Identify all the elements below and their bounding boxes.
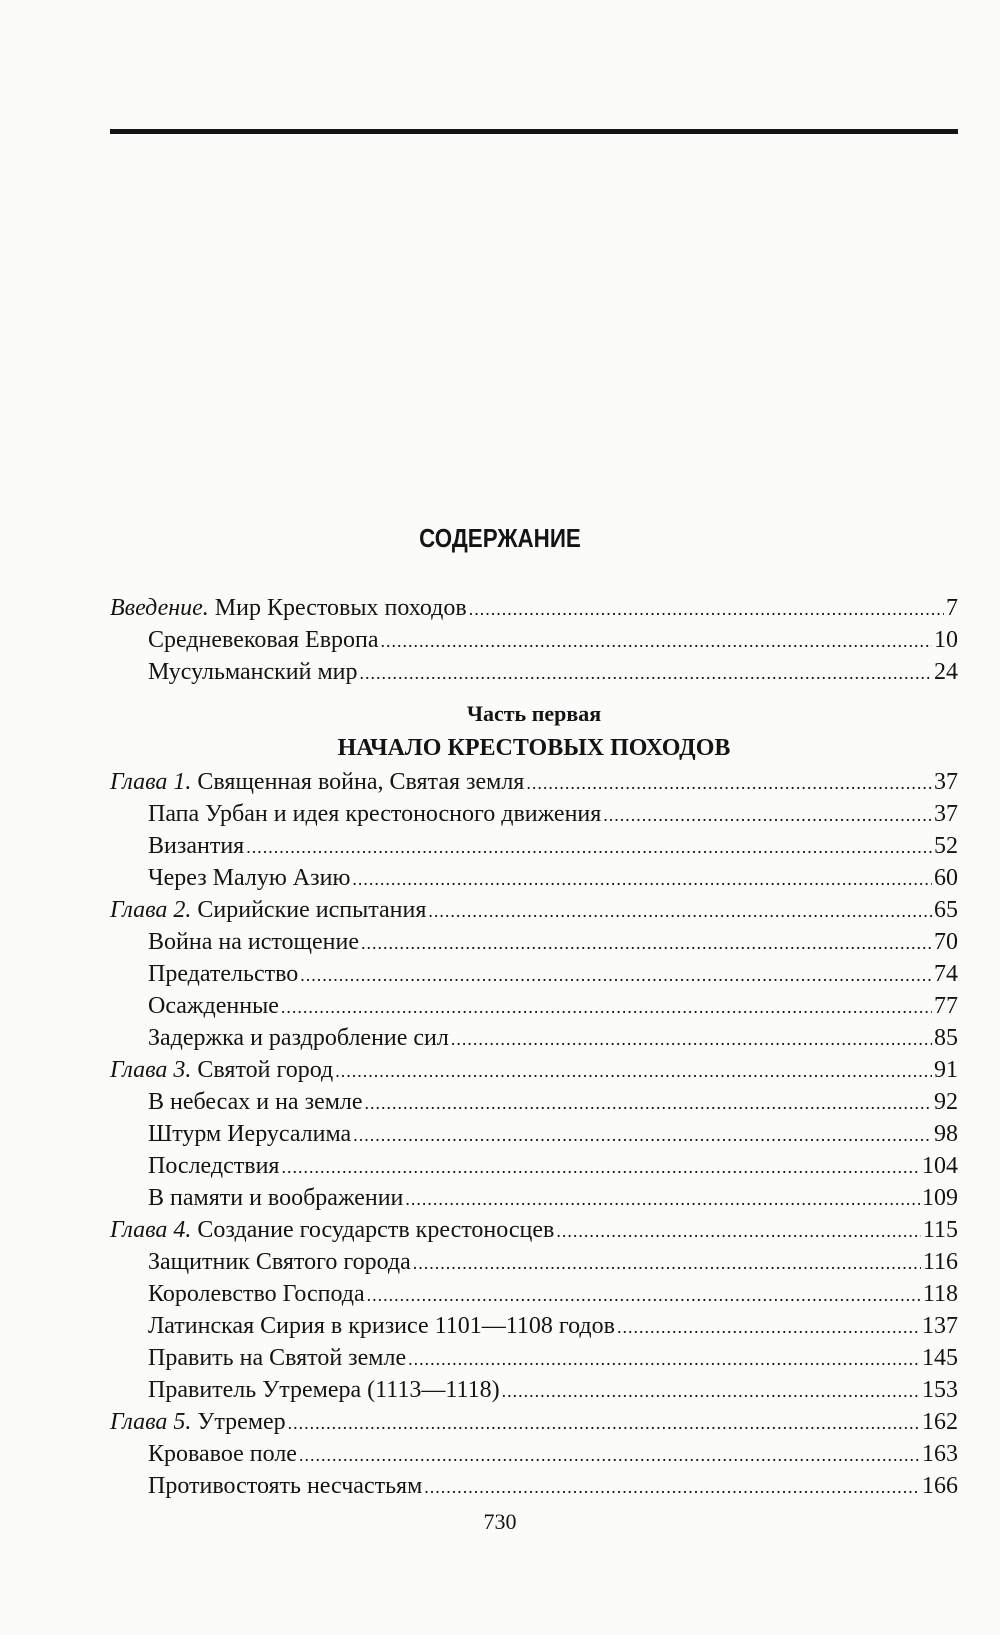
dot-leader [381, 625, 932, 657]
entry-title: Кровавое поле [148, 1441, 297, 1467]
toc-entry[interactable] [110, 1150, 958, 1182]
entry-title: Предательство [148, 961, 299, 987]
chapter-label: Глава 1. [110, 769, 192, 795]
page-number: 37 [934, 801, 958, 827]
entry-title: Правитель Утремера (1113—1118) [148, 1377, 500, 1403]
toc-entry[interactable] [110, 926, 958, 958]
entry-title: В небесах и на земле [148, 1089, 363, 1115]
entry-title: Осажденные [148, 993, 279, 1019]
part-name: НАЧАЛО КРЕСТОВЫХ ПОХОДОВ [337, 735, 731, 761]
toc-heading: СОДЕРЖАНИЕ [419, 523, 581, 553]
chapter-title: Глава 3. Святой город [110, 1057, 334, 1083]
entry-title: Править на Святой земле [148, 1345, 407, 1371]
page-number: 52 [934, 833, 958, 859]
table-of-contents [110, 592, 958, 1502]
chapter-entry[interactable] [110, 766, 958, 798]
toc-entry[interactable] [110, 1022, 958, 1054]
page-number: 65 [934, 897, 958, 923]
toc-entry[interactable] [110, 656, 958, 688]
chapter-label: Глава 2. [110, 897, 192, 923]
entry-title: Византия [148, 833, 245, 859]
dot-leader [451, 1023, 932, 1055]
dot-leader [526, 767, 932, 799]
intro-title: Введение. Мир Крестовых походов [110, 595, 467, 621]
chapter-entry[interactable] [110, 1406, 958, 1438]
page-number: 24 [934, 659, 958, 685]
toc-entry[interactable] [110, 830, 958, 862]
entry-title: Задержка и раздробление сил [148, 1025, 449, 1051]
dot-leader [603, 799, 932, 831]
toc-entry[interactable] [110, 1374, 958, 1406]
dot-leader [288, 1407, 920, 1439]
toc-entry[interactable] [110, 1438, 958, 1470]
page-number: 74 [934, 961, 958, 987]
toc-entry[interactable] [110, 1342, 958, 1374]
entry-title: Мусульманский мир [148, 659, 358, 685]
entry-title: Через Малую Азию [148, 865, 351, 891]
dot-leader [408, 1343, 920, 1375]
page-number: 162 [922, 1409, 958, 1435]
toc-entry[interactable] [110, 1246, 958, 1278]
dot-leader [413, 1247, 921, 1279]
dot-leader [361, 927, 932, 959]
entry-title: В памяти и воображении [148, 1185, 404, 1211]
dot-leader [367, 1279, 921, 1311]
toc-entry[interactable] [110, 798, 958, 830]
toc-entry[interactable] [110, 1310, 958, 1342]
page-number: 109 [922, 1185, 958, 1211]
dot-leader [469, 593, 944, 625]
entry-title: Противостоять несчастьям [148, 1473, 423, 1499]
dot-leader [424, 1471, 920, 1503]
dot-leader [281, 1151, 920, 1183]
chapter-entry[interactable] [110, 1214, 958, 1246]
page-folio: 730 [483, 1509, 517, 1534]
toc-entry[interactable] [110, 1278, 958, 1310]
intro-label: Введение. [110, 595, 209, 621]
dot-leader [502, 1375, 920, 1407]
intro-entry[interactable] [110, 592, 958, 624]
dot-leader [556, 1215, 921, 1247]
dot-leader [352, 863, 932, 895]
chapter-label: Глава 5. [110, 1409, 192, 1435]
page-number: 116 [922, 1249, 958, 1275]
page-number: 118 [922, 1281, 958, 1307]
chapter-label: Глава 4. [110, 1217, 192, 1243]
page-number: 153 [922, 1377, 958, 1403]
toc-entry[interactable] [110, 1470, 958, 1502]
dot-leader [365, 1087, 932, 1119]
chapter-title: Глава 5. Утремер [110, 1409, 286, 1435]
entry-title: Королевство Господа [148, 1281, 365, 1307]
toc-entry[interactable] [110, 862, 958, 894]
chapter-entry[interactable] [110, 1054, 958, 1086]
toc-entry[interactable] [110, 958, 958, 990]
dot-leader [360, 657, 933, 689]
page-number: 37 [934, 769, 958, 795]
entry-title: Защитник Святого города [148, 1249, 411, 1275]
page-number: 70 [934, 929, 958, 955]
dot-leader [335, 1055, 932, 1087]
entry-title: Последствия [148, 1153, 280, 1179]
dot-leader [405, 1183, 920, 1215]
entry-title: Папа Урбан и идея крестоносного движения [148, 801, 602, 827]
page-number: 91 [934, 1057, 958, 1083]
dot-leader [246, 831, 932, 863]
toc-entry[interactable] [110, 1118, 958, 1150]
page-number: 98 [934, 1121, 958, 1147]
page-number: 7 [946, 595, 958, 621]
page-number: 77 [934, 993, 958, 1019]
top-rule [110, 129, 958, 134]
page-number: 115 [922, 1217, 958, 1243]
toc-entry[interactable] [110, 624, 958, 656]
chapter-entry[interactable] [110, 894, 958, 926]
dot-leader [617, 1311, 920, 1343]
page-number: 10 [934, 627, 958, 653]
page-number: 145 [922, 1345, 958, 1371]
toc-entry[interactable] [110, 1086, 958, 1118]
part-label: Часть первая [466, 701, 602, 726]
entry-title: Штурм Иерусалима [148, 1121, 352, 1147]
dot-leader [428, 895, 932, 927]
page-number: 85 [934, 1025, 958, 1051]
dot-leader [300, 959, 932, 991]
dot-leader [299, 1439, 920, 1471]
chapter-title: Глава 4. Создание государств крестоносцев [110, 1217, 555, 1243]
entry-title: Средневековая Европа [148, 627, 379, 653]
entry-title: Латинская Сирия в кризисе 1101—1108 годов [148, 1313, 615, 1339]
page-number: 104 [922, 1153, 958, 1179]
chapter-title: Глава 1. Священная война, Святая земля [110, 769, 525, 795]
entry-title: Война на истощение [148, 929, 359, 955]
dot-leader [281, 991, 932, 1023]
page-number: 166 [922, 1473, 958, 1499]
toc-entry[interactable] [110, 1182, 958, 1214]
dot-leader [353, 1119, 932, 1151]
chapter-title: Глава 2. Сирийские испытания [110, 897, 427, 923]
page-number: 60 [934, 865, 958, 891]
page-number: 137 [922, 1313, 958, 1339]
toc-entry[interactable] [110, 990, 958, 1022]
page-number: 92 [934, 1089, 958, 1115]
chapter-label: Глава 3. [110, 1057, 192, 1083]
page-number: 163 [922, 1441, 958, 1467]
